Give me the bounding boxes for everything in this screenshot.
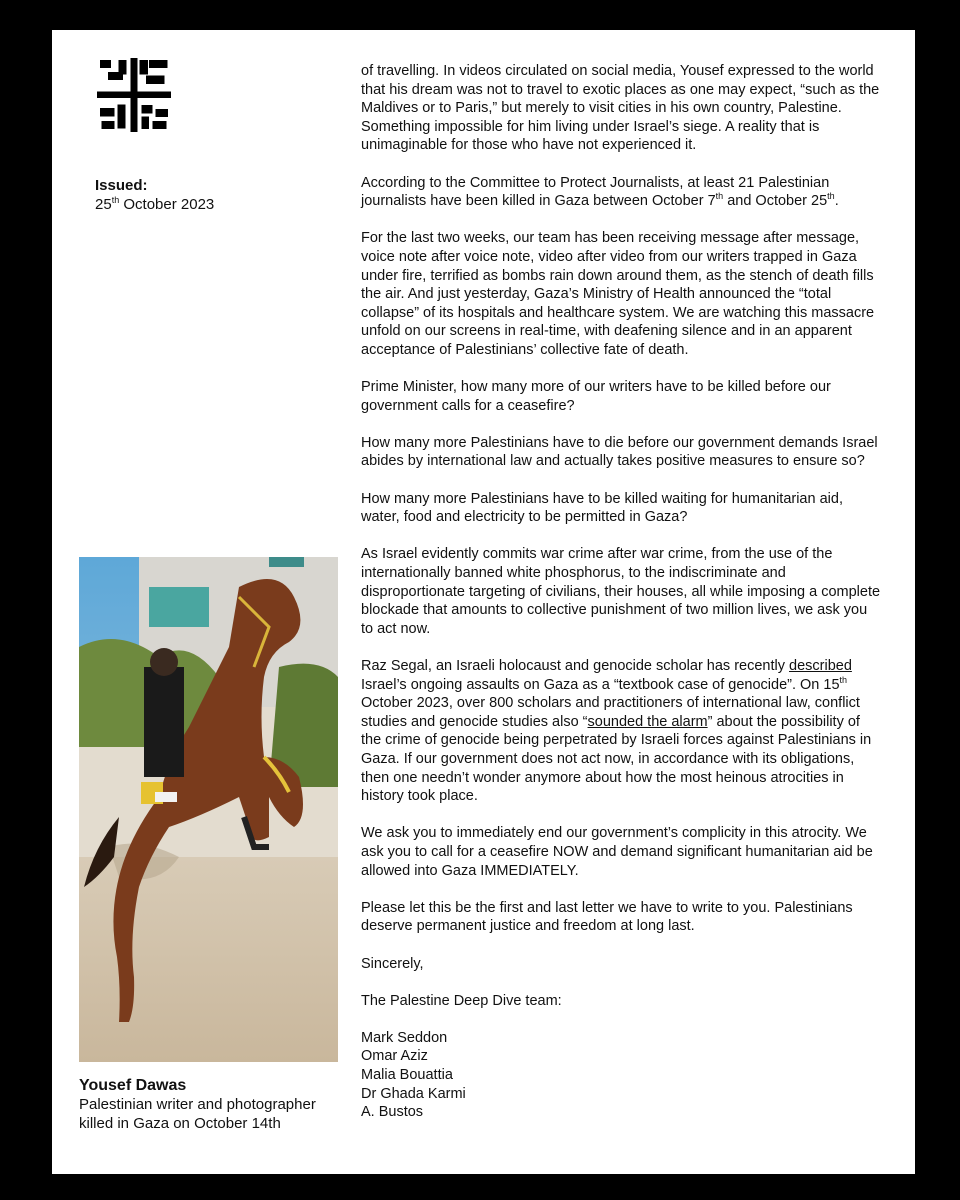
paragraph: Please let this be the first and last letter we have to write to you. Palestinians deserve permanent justice and freedom at long last.	[361, 899, 853, 935]
issued-date	[95, 176, 214, 214]
team-label: The Palestine Deep Dive team:	[361, 992, 562, 1009]
paragraph: Prime Minister, how many more of our writers have to be killed before our government calls for a ceasefire?	[361, 379, 831, 414]
signatory: Dr Ghada Karmi	[361, 1085, 466, 1102]
portrait-photo	[79, 557, 338, 1062]
paragraph: How many more Palestinians have to be killed waiting for humanitarian aid, water, food and electricity to be permitted in Gaza?	[361, 490, 843, 526]
paragraph: How many more Palestinians have to die before our government demands Israel abides by international law and actually takes positive measures to ensure so?	[361, 434, 878, 470]
signatory: Omar Aziz	[361, 1048, 428, 1065]
issued-day-suffix: th	[111, 195, 120, 205]
sounded-the-alarm-link[interactable]: sounded the alarm	[587, 713, 708, 730]
issued-label: Issued:	[95, 177, 148, 194]
text: Raz Segal, an Israeli holocaust and genocide scholar has recently	[361, 658, 790, 674]
ordinal-suffix: th	[827, 191, 835, 202]
text: ” about the possibility of the crime of genocide being perpetrated by Israeli forces against Palestinians in Gaza. If our government does not act now, in accordance with its obligations, then one needn’t wonder anymore about how the most heinous atrocities in history took place.	[361, 713, 872, 805]
signatory: Malia Bouattia	[361, 1067, 453, 1084]
paragraph: For the last two weeks, our team has been receiving message after message, voice note after voice note, video after video from our writers trapped in Gaza under fire, terrified as bombs rain down around them, as the stench of death fills the air. And just yesterday, Gaza’s Ministry of Health announced the “total collapse” of its hospitals and healthcare system. We are watching this massacre unfold on our screens in real-time, with deafening silence and in an apparent acceptance of Palestinians’ collective fate of death.	[361, 230, 875, 358]
signatory-list	[361, 1029, 881, 1122]
signatory: A. Bustos	[361, 1104, 424, 1121]
described-link[interactable]: described	[789, 658, 852, 674]
photo-caption	[79, 1076, 359, 1133]
caption-line: killed in Gaza on October 14th	[79, 1115, 281, 1132]
text: October 2023, over 800 scholars and practitioners of international law, conflict studies and genocide studies also “	[361, 695, 860, 730]
issued-day: 25	[95, 196, 112, 213]
letter-page	[52, 30, 915, 1174]
text: and October 25	[723, 193, 828, 210]
signatory: Mark Seddon	[361, 1029, 448, 1046]
text: .	[834, 193, 839, 210]
closing: Sincerely,	[361, 955, 424, 972]
letter-body	[361, 62, 881, 1122]
paragraph	[361, 174, 881, 211]
text: According to the Committee to Protect Journalists, at least 21 Palestinian journalists have been killed in Gaza between October 7	[361, 174, 830, 210]
paragraph: of travelling. In videos circulated on social media, Yousef expressed to the world that his dream was not to travel to exotic places as one may expect, “such as the Maldives or to Paris,” but merely to visit cities in his own country, Palestine. Something impossible for him living under Israel’s siege. A reality that is unimaginable for those who have not experienced it.	[361, 63, 880, 154]
caption-name: Yousef Dawas	[79, 1077, 187, 1094]
ordinal-suffix: th	[839, 674, 848, 685]
issued-month-year: October 2023	[119, 196, 215, 213]
text: Israel’s ongoing assaults on Gaza as a “textbook case of genocide”. On 15	[361, 676, 840, 693]
paragraph: We ask you to immediately end our government’s complicity in this atrocity. We ask you to call for a ceasefire NOW and demand significant humanitarian aid be allowed into Gaza IMMEDIATELY.	[361, 825, 873, 879]
caption-line: Palestinian writer and photographer	[79, 1096, 316, 1113]
org-logo	[97, 58, 171, 132]
ordinal-suffix: th	[715, 191, 724, 202]
issued-value	[95, 195, 214, 214]
paragraph	[361, 657, 881, 806]
paragraph: As Israel evidently commits war crime after war crime, from the use of the internationally banned white phosphorus, to the indiscriminate and disproportionate targeting of civilians, their houses, all while imposing a complete blockade that amounts to collective punishment of two million lives, we ask you to act now.	[361, 546, 881, 637]
